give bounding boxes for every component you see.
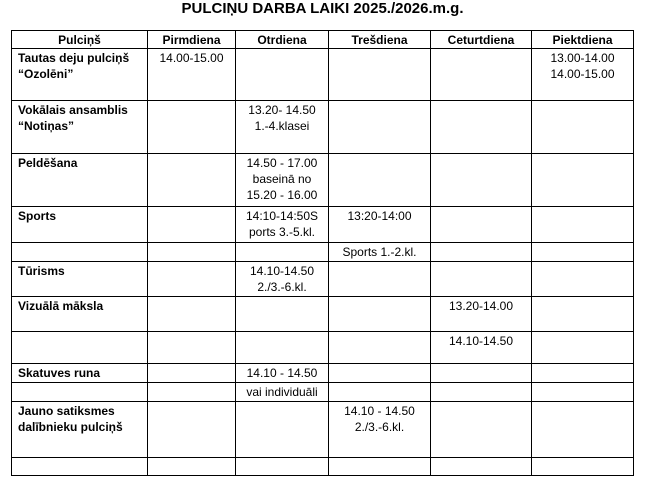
schedule-cell-monday bbox=[148, 101, 236, 154]
club-name-line: Jauno satiksmes bbox=[18, 404, 115, 418]
table-row bbox=[12, 458, 634, 476]
club-name-cell bbox=[12, 402, 148, 458]
schedule-table bbox=[11, 30, 634, 476]
schedule-cell-tuesday bbox=[236, 154, 329, 207]
header-friday: Piektdiena bbox=[532, 31, 634, 49]
club-name-line: Sports bbox=[18, 209, 57, 223]
schedule-cell-friday bbox=[532, 364, 634, 383]
schedule-cell-thursday bbox=[431, 364, 532, 383]
schedule-time-line: 14.10 - 14.50 bbox=[344, 404, 415, 418]
schedule-cell-tuesday bbox=[236, 101, 329, 154]
schedule-time-line: 1.-4.klasei bbox=[254, 119, 310, 133]
club-name-cell bbox=[12, 332, 148, 364]
schedule-cell-tuesday bbox=[236, 383, 329, 402]
table-row bbox=[12, 243, 634, 262]
table-row bbox=[12, 262, 634, 297]
schedule-cell-monday bbox=[148, 332, 236, 364]
schedule-time-line: 14.00-15.00 bbox=[159, 51, 224, 65]
schedule-cell-wednesday bbox=[329, 154, 431, 207]
table-row bbox=[12, 297, 634, 332]
schedule-time-line: baseinā no bbox=[252, 172, 312, 186]
schedule-time-line: 13.00-14.00 bbox=[550, 51, 615, 65]
schedule-cell-friday bbox=[532, 207, 634, 243]
schedule-time-line: 2./3.-6.kl. bbox=[354, 420, 405, 434]
schedule-cell-friday bbox=[532, 49, 634, 101]
schedule-time-line: 14.10-14.50 bbox=[249, 264, 315, 278]
schedule-cell-friday bbox=[532, 297, 634, 332]
schedule-cell-friday bbox=[532, 101, 634, 154]
schedule-cell-wednesday bbox=[329, 383, 431, 402]
schedule-time-line: 15.20 - 16.00 bbox=[246, 188, 318, 202]
document-title: PULCIŅU DARBA LAIKI 2025./2026.m.g. bbox=[181, 0, 464, 17]
schedule-cell-thursday bbox=[431, 154, 532, 207]
club-name-cell bbox=[12, 297, 148, 332]
schedule-cell-thursday bbox=[431, 101, 532, 154]
schedule-cell-tuesday bbox=[236, 243, 329, 262]
club-name-cell bbox=[12, 383, 148, 402]
club-name-line: Skatuves runa bbox=[18, 366, 101, 380]
table-row bbox=[12, 101, 634, 154]
club-name-cell bbox=[12, 262, 148, 297]
schedule-cell-monday bbox=[148, 154, 236, 207]
schedule-cell-friday bbox=[532, 332, 634, 364]
club-name-line: “Ozolēni” bbox=[18, 67, 74, 81]
schedule-cell-friday bbox=[532, 154, 634, 207]
schedule-cell-tuesday bbox=[236, 364, 329, 383]
schedule-cell-monday bbox=[148, 297, 236, 332]
schedule-cell-friday bbox=[532, 243, 634, 262]
schedule-cell-monday bbox=[148, 262, 236, 297]
header-row bbox=[12, 31, 634, 49]
table-row bbox=[12, 383, 634, 402]
schedule-time-line: 14.00-15.00 bbox=[550, 67, 615, 81]
schedule-cell-wednesday bbox=[329, 297, 431, 332]
club-name-cell bbox=[12, 364, 148, 383]
club-name-cell bbox=[12, 154, 148, 207]
club-name-line: Vizuālā māksla bbox=[18, 299, 104, 313]
schedule-cell-wednesday bbox=[329, 101, 431, 154]
schedule-time-line: Sports 1.-2.kl. bbox=[342, 245, 417, 259]
table-row bbox=[12, 364, 634, 383]
table-row bbox=[12, 207, 634, 243]
schedule-cell-thursday bbox=[431, 402, 532, 458]
schedule-cell-thursday bbox=[431, 243, 532, 262]
club-name-cell bbox=[12, 49, 148, 101]
table-row bbox=[12, 154, 634, 207]
club-name-cell bbox=[12, 458, 148, 476]
schedule-cell-wednesday bbox=[329, 402, 431, 458]
schedule-time-line: 14.50 - 17.00 bbox=[246, 156, 318, 170]
schedule-cell-tuesday bbox=[236, 402, 329, 458]
header-club: Pulciņš bbox=[12, 31, 148, 49]
club-name-cell bbox=[12, 101, 148, 154]
schedule-body bbox=[12, 49, 634, 476]
schedule-cell-thursday bbox=[431, 49, 532, 101]
schedule-time-line: 14.10 - 14.50 bbox=[246, 366, 318, 380]
schedule-cell-thursday bbox=[431, 297, 532, 332]
schedule-cell-thursday bbox=[431, 383, 532, 402]
schedule-cell-tuesday bbox=[236, 297, 329, 332]
club-name-line: Tautas deju pulciņš bbox=[18, 51, 130, 65]
table-row bbox=[12, 402, 634, 458]
schedule-cell-wednesday bbox=[329, 364, 431, 383]
schedule-cell-wednesday bbox=[329, 458, 431, 476]
schedule-time-line: 13:20-14:00 bbox=[347, 209, 412, 223]
schedule-cell-monday bbox=[148, 243, 236, 262]
schedule-cell-tuesday bbox=[236, 262, 329, 297]
club-name-cell bbox=[12, 207, 148, 243]
header-thursday: Ceturtdiena bbox=[431, 31, 532, 49]
schedule-time-line: 14.10-14.50 bbox=[448, 334, 514, 348]
schedule-cell-monday bbox=[148, 207, 236, 243]
schedule-cell-friday bbox=[532, 262, 634, 297]
schedule-cell-monday bbox=[148, 458, 236, 476]
schedule-cell-wednesday bbox=[329, 243, 431, 262]
schedule-cell-tuesday bbox=[236, 332, 329, 364]
schedule-cell-thursday bbox=[431, 332, 532, 364]
header-wednesday: Trešdiena bbox=[329, 31, 431, 49]
schedule-cell-monday bbox=[148, 402, 236, 458]
schedule-cell-friday bbox=[532, 383, 634, 402]
header-monday: Pirmdiena bbox=[148, 31, 236, 49]
schedule-time-line: 14:10-14:50S bbox=[245, 209, 319, 223]
schedule-cell-monday bbox=[148, 49, 236, 101]
schedule-cell-thursday bbox=[431, 458, 532, 476]
schedule-cell-tuesday bbox=[236, 207, 329, 243]
club-name-line: Peldēšana bbox=[18, 156, 78, 170]
schedule-time-line: 2./3.-6.kl. bbox=[257, 280, 307, 294]
schedule-cell-friday bbox=[532, 402, 634, 458]
schedule-cell-thursday bbox=[431, 262, 532, 297]
club-name-line: “Notiņas” bbox=[18, 119, 75, 133]
schedule-time-line: 13.20- 14.50 bbox=[248, 103, 316, 117]
schedule-cell-thursday bbox=[431, 207, 532, 243]
club-name-line: Vokālais ansamblis bbox=[18, 103, 128, 117]
club-name-line: Tūrisms bbox=[18, 264, 65, 278]
schedule-cell-wednesday bbox=[329, 262, 431, 297]
club-name-line: dalībnieku pulciņš bbox=[18, 420, 123, 434]
schedule-time-line: ports 3.-5.kl. bbox=[248, 225, 316, 239]
schedule-cell-wednesday bbox=[329, 332, 431, 364]
club-name-cell bbox=[12, 243, 148, 262]
schedule-cell-monday bbox=[148, 383, 236, 402]
schedule-cell-friday bbox=[532, 458, 634, 476]
schedule-time-line: vai individuāli bbox=[246, 385, 318, 399]
schedule-cell-wednesday bbox=[329, 49, 431, 101]
schedule-time-line: 13.20-14.00 bbox=[448, 299, 514, 313]
table-row bbox=[12, 332, 634, 364]
header-tuesday: Otrdiena bbox=[236, 31, 329, 49]
table-row bbox=[12, 49, 634, 101]
schedule-cell-tuesday bbox=[236, 49, 329, 101]
schedule-cell-wednesday bbox=[329, 207, 431, 243]
schedule-cell-tuesday bbox=[236, 458, 329, 476]
schedule-cell-monday bbox=[148, 364, 236, 383]
